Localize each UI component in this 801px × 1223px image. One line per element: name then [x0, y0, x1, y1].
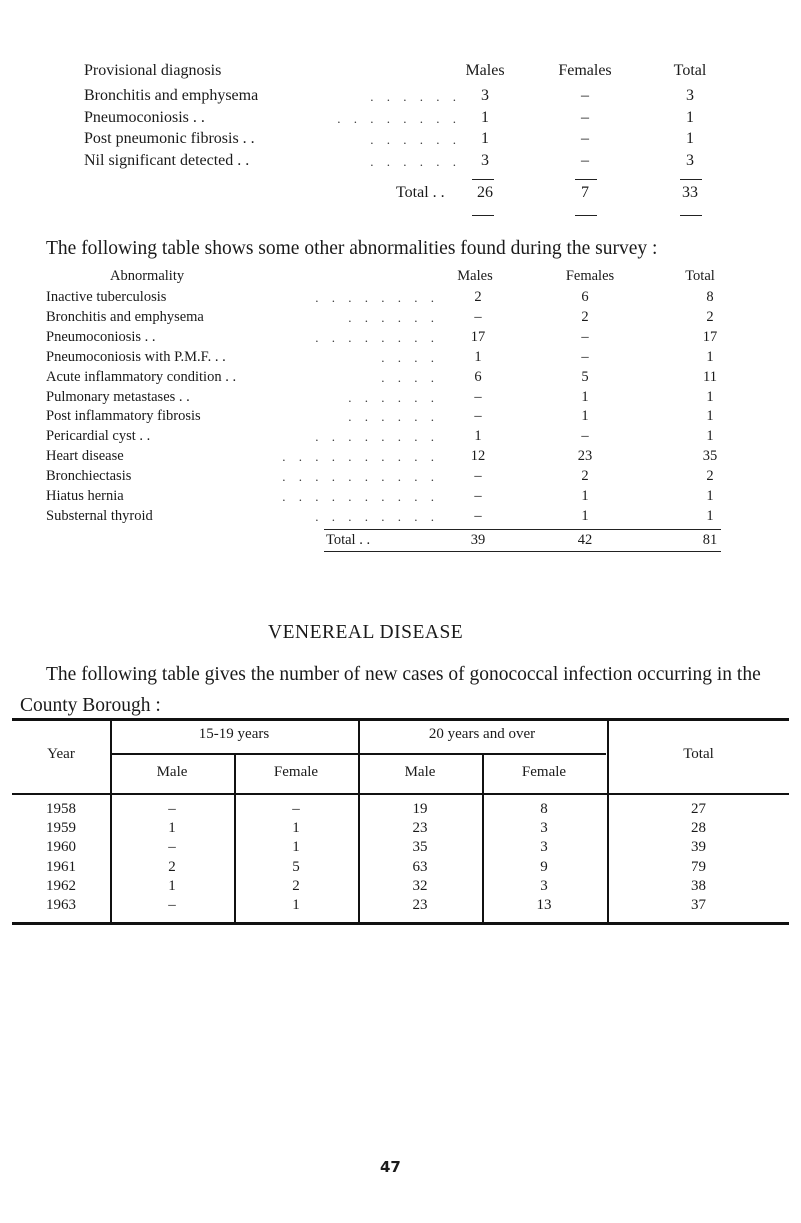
- cell-f1519: 2: [292, 877, 300, 894]
- cell-m20: 19: [412, 801, 428, 817]
- row-females: –: [581, 108, 589, 126]
- cell-total: 27: [691, 801, 706, 817]
- cell-year: 1958: [46, 801, 76, 817]
- row-leader-dots: . . . . . . . .: [315, 329, 439, 345]
- row-males: –: [474, 507, 482, 524]
- col-header-abnormality: Abnormality: [110, 268, 185, 284]
- row-leader-dots: . . . .: [381, 349, 439, 365]
- cell-m1519: 1: [168, 820, 176, 837]
- cell-m20: 32: [412, 877, 428, 894]
- row-females: 2: [581, 308, 589, 325]
- header-female-2: Female: [521, 764, 567, 780]
- cell-m1519: –: [168, 897, 176, 913]
- row-leader-dots: . . . . . .: [348, 409, 439, 425]
- total-label: Total . .: [396, 184, 445, 201]
- row-leader-dots: . . . . . . . .: [337, 110, 461, 126]
- row-females: 5: [581, 368, 589, 385]
- row-males: 1: [474, 428, 482, 445]
- page-number: 47: [380, 1158, 401, 1176]
- row-total: 2: [706, 308, 714, 325]
- cell-total: 28: [691, 820, 706, 837]
- cell-total: 79: [691, 858, 706, 875]
- cell-year: 1959: [46, 820, 76, 837]
- col-header-males: Males: [465, 62, 505, 79]
- row-total: 1: [686, 108, 694, 126]
- cell-year: 1962: [46, 877, 76, 894]
- row-label: Nil significant detected . .: [84, 151, 250, 169]
- total-label-2: Total . .: [326, 532, 371, 548]
- cell-f20: 3: [540, 839, 548, 856]
- col-header-diagnosis: Provisional diagnosis: [84, 62, 222, 79]
- cell-f20: 13: [536, 897, 552, 913]
- row-males: 17: [470, 328, 486, 345]
- row-label: Heart disease: [46, 448, 124, 465]
- row-females: 6: [581, 289, 589, 305]
- row-label: Bronchitis and emphysema: [84, 87, 259, 104]
- cell-f1519: 1: [292, 839, 300, 856]
- row-females: 1: [581, 388, 589, 405]
- total-females: 7: [581, 184, 589, 201]
- row-leader-dots: . . . . . . . . . .: [282, 449, 439, 465]
- row-males: –: [474, 408, 482, 425]
- intro-abnormalities: The following table shows some other abnormalities found during the survey :: [46, 238, 658, 259]
- row-females: –: [581, 328, 589, 345]
- header-15-19: 15-19 years: [198, 726, 270, 742]
- row-males: 1: [481, 108, 489, 126]
- row-females: 1: [581, 408, 589, 425]
- cell-total: 38: [691, 877, 706, 894]
- col-header-total: Total: [673, 62, 707, 79]
- row-total: 1: [706, 348, 714, 365]
- row-leader-dots: . . . . . . . .: [315, 508, 439, 524]
- intro-gonococcal: The following table gives the number of new cases of gonococcal infection occurring in the County Borough :: [20, 664, 761, 716]
- cell-m20: 35: [412, 839, 428, 856]
- header-female-1: Female: [273, 764, 319, 780]
- cell-f1519: 1: [292, 897, 300, 913]
- col-header-total-2: Total: [685, 268, 715, 284]
- row-total: 1: [706, 428, 714, 445]
- row-females: –: [581, 348, 589, 365]
- cell-f20: 8: [540, 801, 548, 817]
- row-label: Bronchitis and emphysema: [46, 308, 204, 325]
- row-males: –: [474, 488, 482, 504]
- row-label: Hiatus hernia: [46, 488, 124, 504]
- row-total: 17: [702, 328, 718, 345]
- row-females: 2: [581, 468, 589, 485]
- row-males: 2: [474, 289, 482, 305]
- section-heading: VENEREAL DISEASE: [268, 622, 464, 643]
- cell-total: 39: [691, 839, 706, 856]
- row-total: 2: [706, 468, 714, 485]
- cell-year: 1960: [46, 839, 76, 856]
- row-leader-dots: . . . . . .: [370, 89, 461, 104]
- cell-m1519: 1: [168, 877, 176, 894]
- total-total-2: 81: [702, 532, 718, 548]
- header-year: Year: [47, 746, 75, 762]
- gonococcal-table: [12, 718, 789, 913]
- header-male-1: Male: [156, 764, 188, 780]
- row-females: –: [581, 151, 589, 169]
- cell-f20: 9: [540, 858, 548, 875]
- cell-m20: 63: [412, 858, 428, 875]
- row-label: Pericardial cyst . .: [46, 428, 151, 445]
- row-leader-dots: . . . . . . . . . .: [282, 489, 439, 504]
- row-males: –: [474, 388, 482, 405]
- row-total: 35: [702, 448, 718, 465]
- row-males: 3: [481, 87, 489, 104]
- row-label: Pneumoconiosis . .: [84, 108, 205, 126]
- cell-year: 1963: [46, 897, 76, 913]
- cell-f1519: 1: [292, 820, 300, 837]
- row-leader-dots: . . . . . . . .: [315, 290, 439, 305]
- cell-m20: 23: [412, 897, 428, 913]
- row-label: Pneumoconiosis . .: [46, 328, 156, 345]
- row-label: Pulmonary metastases . .: [46, 388, 190, 405]
- row-leader-dots: . . . . . . . .: [315, 429, 439, 445]
- row-label: Pneumoconiosis with P.M.F. . .: [46, 348, 226, 365]
- cell-m1519: –: [168, 801, 176, 817]
- row-total: 1: [706, 488, 714, 504]
- col-header-females: Females: [558, 62, 612, 79]
- row-males: –: [474, 308, 482, 325]
- row-total: 3: [686, 151, 694, 169]
- row-label: Inactive tuberculosis: [46, 289, 167, 305]
- row-females: 1: [581, 507, 589, 524]
- row-females: –: [581, 130, 589, 147]
- header-total: Total: [683, 746, 714, 762]
- col-header-males-2: Males: [457, 268, 493, 284]
- row-females: –: [581, 428, 589, 445]
- row-leader-dots: . . . . . . . . . .: [282, 469, 439, 485]
- cell-f20: 3: [540, 877, 548, 894]
- cell-m20: 23: [412, 820, 428, 837]
- row-total: 1: [706, 408, 714, 425]
- row-leader-dots: . . . .: [381, 369, 439, 385]
- row-total: 1: [706, 388, 714, 405]
- row-females: –: [581, 87, 589, 104]
- total-males: 26: [477, 184, 493, 201]
- row-label: Post pneumonic fibrosis . .: [84, 130, 255, 147]
- row-total: 1: [686, 130, 694, 147]
- cell-year: 1961: [46, 858, 76, 875]
- row-males: 3: [481, 151, 489, 169]
- row-label: Post inflammatory fibrosis: [46, 408, 201, 425]
- col-header-females-2: Females: [565, 268, 615, 284]
- row-males: 12: [470, 448, 486, 465]
- cell-f1519: 5: [292, 858, 300, 875]
- cell-total: 37: [691, 897, 706, 913]
- cell-m1519: –: [168, 839, 176, 856]
- row-males: 1: [474, 348, 482, 365]
- row-total: 8: [706, 289, 714, 305]
- row-leader-dots: . . . . . .: [348, 309, 439, 325]
- row-males: –: [474, 468, 482, 485]
- row-leader-dots: . . . . . .: [348, 389, 439, 405]
- header-male-2: Male: [404, 764, 436, 780]
- row-label: Acute inflammatory condition . .: [46, 368, 237, 385]
- row-males: 1: [481, 130, 489, 147]
- cell-f1519: –: [292, 801, 300, 817]
- row-leader-dots: . . . . . .: [370, 153, 461, 169]
- row-females: 1: [581, 488, 589, 504]
- total-total: 33: [682, 184, 698, 201]
- total-females-2: 42: [577, 532, 593, 548]
- row-label: Bronchiectasis: [46, 468, 132, 485]
- row-label: Substernal thyroid: [46, 507, 153, 524]
- total-males-2: 39: [470, 532, 486, 548]
- row-males: 6: [474, 368, 482, 385]
- header-20-over: 20 years and over: [428, 726, 536, 742]
- row-females: 23: [577, 448, 593, 465]
- row-total: 11: [703, 368, 717, 385]
- cell-m1519: 2: [168, 858, 176, 875]
- row-total: 3: [686, 87, 694, 104]
- row-leader-dots: . . . . . .: [370, 132, 461, 147]
- row-total: 1: [706, 507, 714, 524]
- cell-f20: 3: [540, 820, 548, 837]
